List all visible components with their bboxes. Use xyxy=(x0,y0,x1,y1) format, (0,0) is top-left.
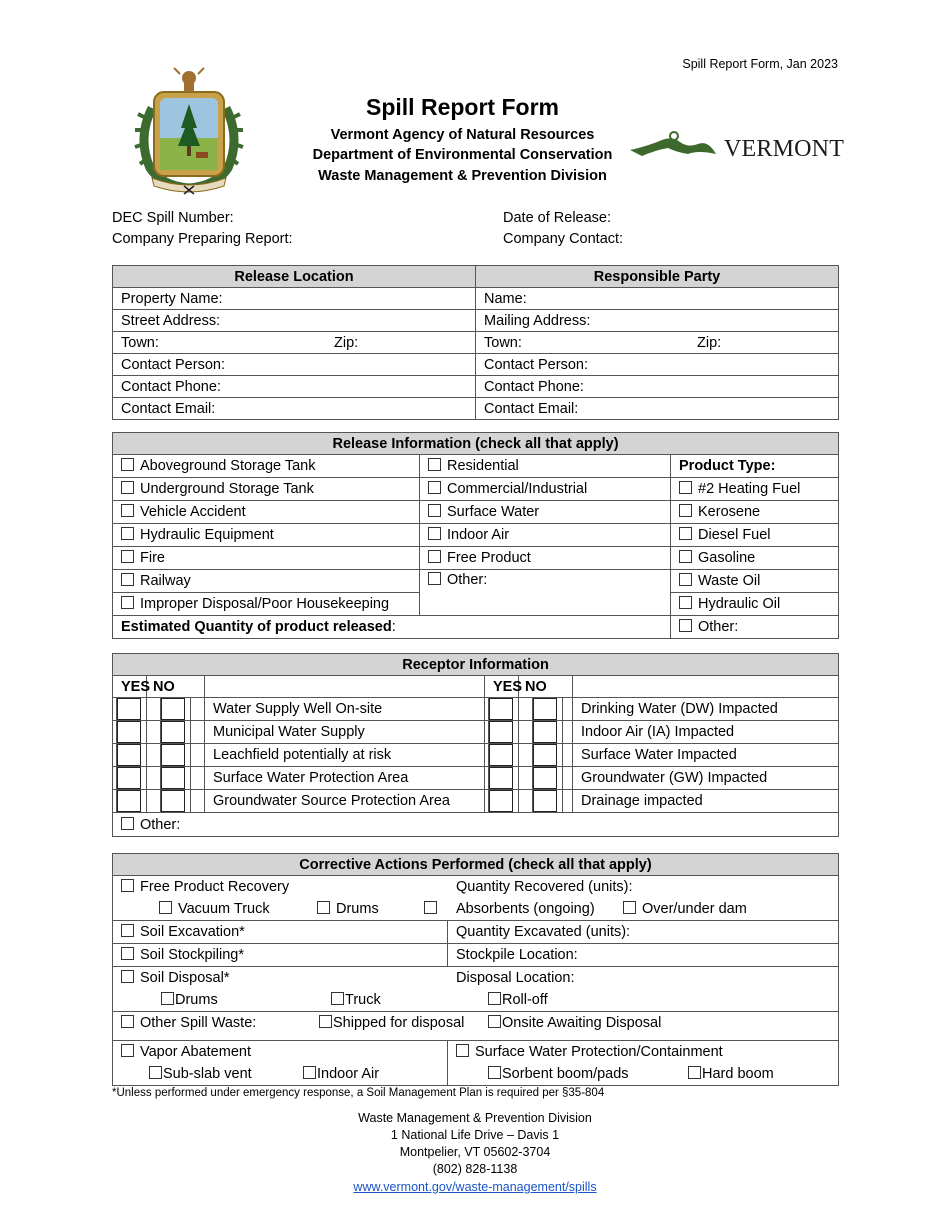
checkbox-icon[interactable] xyxy=(428,527,441,540)
option-label: Free Product Recovery xyxy=(140,879,290,895)
party-contact-person-field[interactable]: Contact Person: xyxy=(476,354,839,376)
source-option[interactable] xyxy=(113,501,420,524)
location-party-table xyxy=(112,265,839,420)
option-label: Onsite Awaiting Disposal xyxy=(502,1015,662,1031)
location-town-zip-field[interactable] xyxy=(113,332,476,354)
receptor-item: Surface Water Protection Area xyxy=(205,767,485,790)
option-label: Vapor Abatement xyxy=(140,1044,251,1060)
option-label: Surface Water Protection/Containment xyxy=(475,1044,723,1060)
option-label: Residential xyxy=(447,458,519,474)
yes-header: YES xyxy=(485,676,519,698)
product-option-other[interactable] xyxy=(671,616,839,639)
location-contact-person-field[interactable]: Contact Person: xyxy=(113,354,476,376)
location-option[interactable] xyxy=(420,501,671,524)
checkbox-icon[interactable] xyxy=(428,481,441,494)
quantity-excavated-field[interactable]: Quantity Excavated (units): xyxy=(448,921,839,944)
option-label: Improper Disposal/Poor Housekeeping xyxy=(140,596,390,612)
no-checkbox[interactable] xyxy=(161,698,185,720)
no-checkbox[interactable] xyxy=(533,744,557,766)
absorbents-label: Absorbents (ongoing) xyxy=(456,901,595,917)
product-option[interactable] xyxy=(671,570,839,593)
product-option[interactable] xyxy=(671,501,839,524)
other-spill-waste-row xyxy=(113,1012,839,1041)
footer-phone: (802) 828-1138 xyxy=(432,1162,518,1176)
no-checkbox[interactable] xyxy=(533,698,557,720)
yes-checkbox[interactable] xyxy=(489,698,513,720)
option-label: Drums xyxy=(175,992,218,1008)
location-option-other[interactable] xyxy=(420,570,671,616)
checkbox-icon[interactable] xyxy=(679,481,692,494)
checkbox-icon[interactable] xyxy=(121,596,134,609)
no-checkbox[interactable] xyxy=(533,790,557,812)
yes-checkbox[interactable] xyxy=(489,767,513,789)
product-type-label: Product Type: xyxy=(671,455,839,478)
receptor-item: Municipal Water Supply xyxy=(205,721,485,744)
checkbox-icon[interactable] xyxy=(159,901,172,914)
receptor-item: Indoor Air (IA) Impacted xyxy=(573,721,839,744)
footer-url-link[interactable]: www.vermont.gov/waste-management/spills xyxy=(353,1180,597,1194)
estimated-quantity-label: Estimated Quantity of product released xyxy=(121,619,392,635)
receptor-table xyxy=(112,653,839,837)
checkbox-icon[interactable] xyxy=(319,1015,332,1028)
option-label: Kerosene xyxy=(698,504,761,520)
release-location-heading: Release Location xyxy=(113,266,476,288)
option-label: Other: xyxy=(447,572,488,588)
no-checkbox[interactable] xyxy=(161,744,185,766)
option-label: Sorbent boom/pads xyxy=(502,1066,629,1082)
checkbox-icon[interactable] xyxy=(121,573,134,586)
checkbox-icon[interactable] xyxy=(679,619,692,632)
location-option[interactable] xyxy=(420,455,671,478)
blank-header xyxy=(205,676,485,698)
option-label: Fire xyxy=(140,550,165,566)
yes-checkbox[interactable] xyxy=(117,767,141,789)
option-label: #2 Heating Fuel xyxy=(698,481,801,497)
option-label: Other: xyxy=(698,619,739,635)
option-label: Roll-off xyxy=(502,992,548,1008)
no-checkbox[interactable] xyxy=(533,721,557,743)
option-label: Sub-slab vent xyxy=(163,1066,252,1082)
checkbox-icon[interactable] xyxy=(456,1044,469,1057)
option-label: Hydraulic Oil xyxy=(698,596,781,612)
checkbox-icon[interactable] xyxy=(121,1015,134,1028)
spill-number-label[interactable]: DEC Spill Number: xyxy=(112,210,234,226)
form-id: Spill Report Form, Jan 2023 xyxy=(682,57,838,71)
mailing-address-field[interactable]: Mailing Address: xyxy=(476,310,839,332)
location-contact-email-field[interactable]: Contact Email: xyxy=(113,398,476,420)
estimated-quantity-field[interactable] xyxy=(113,616,671,639)
receptor-item: Leachfield potentially at risk xyxy=(205,744,485,767)
checkbox-icon[interactable] xyxy=(679,573,692,586)
release-info-table xyxy=(112,432,839,639)
product-option[interactable] xyxy=(671,478,839,501)
blank-header xyxy=(573,676,839,698)
company-contact-label[interactable]: Company Contact: xyxy=(503,231,624,247)
no-checkbox[interactable] xyxy=(161,790,185,812)
option-label: Over/under dam xyxy=(642,901,747,917)
option-label: Hard boom xyxy=(702,1066,774,1082)
source-option[interactable] xyxy=(113,593,420,616)
checkbox-icon[interactable] xyxy=(679,527,692,540)
source-option[interactable] xyxy=(113,478,420,501)
option-label: Soil Disposal* xyxy=(140,970,230,986)
option-label: Free Product xyxy=(447,550,531,566)
zip-label: Zip: xyxy=(334,334,359,351)
footer-street: 1 National Life Drive – Davis 1 xyxy=(390,1128,560,1142)
product-option[interactable] xyxy=(671,547,839,570)
option-label: Vacuum Truck xyxy=(178,901,270,917)
checkbox-icon[interactable] xyxy=(679,550,692,563)
town-label: Town: xyxy=(121,334,159,351)
checkbox-icon[interactable] xyxy=(679,504,692,517)
free-product-recovery-row xyxy=(113,876,839,921)
location-option[interactable] xyxy=(420,547,671,570)
checkbox-icon[interactable] xyxy=(488,992,501,1005)
receptor-item: Surface Water Impacted xyxy=(573,744,839,767)
no-header: NO xyxy=(519,676,573,698)
option-label: Hydraulic Equipment xyxy=(140,527,274,543)
yes-header: YES xyxy=(113,676,147,698)
checkbox-icon[interactable] xyxy=(161,992,174,1005)
party-contact-phone-field[interactable]: Contact Phone: xyxy=(476,376,839,398)
option-label: Gasoline xyxy=(698,550,756,566)
footer-url-wrap xyxy=(0,1180,950,1194)
option-label: Indoor Air xyxy=(447,527,510,543)
option-label: Truck xyxy=(345,992,381,1008)
option-label: Commercial/Industrial xyxy=(447,481,588,497)
checkbox-icon[interactable] xyxy=(121,527,134,540)
party-name-field[interactable]: Name: xyxy=(476,288,839,310)
receptor-item: Drinking Water (DW) Impacted xyxy=(573,698,839,721)
yes-checkbox[interactable] xyxy=(117,790,141,812)
checkbox-icon[interactable] xyxy=(121,504,134,517)
vermont-logo-text: VERMONT xyxy=(724,136,845,162)
option-label: Waste Oil xyxy=(698,573,761,589)
location-option[interactable] xyxy=(420,478,671,501)
option-label: Underground Storage Tank xyxy=(140,481,314,497)
checkbox-icon[interactable] xyxy=(317,901,330,914)
zip-label: Zip: xyxy=(697,334,722,351)
checkbox-icon[interactable] xyxy=(424,901,437,914)
checkbox-icon[interactable] xyxy=(121,947,134,960)
checkbox-icon[interactable] xyxy=(679,596,692,609)
location-option[interactable] xyxy=(420,524,671,547)
colon: : xyxy=(391,619,396,635)
option-label: Vehicle Accident xyxy=(140,504,246,520)
checkbox-icon[interactable] xyxy=(149,1066,162,1079)
street-address-field[interactable]: Street Address: xyxy=(113,310,476,332)
source-option[interactable] xyxy=(113,455,420,478)
checkbox-icon[interactable] xyxy=(623,901,636,914)
footer-city: Montpelier, VT 05602-3704 xyxy=(399,1145,551,1159)
division-name: Waste Management & Prevention Division xyxy=(318,168,607,184)
receptor-item: Groundwater (GW) Impacted xyxy=(573,767,839,790)
party-town-zip-field[interactable] xyxy=(476,332,839,354)
party-contact-email-field[interactable]: Contact Email: xyxy=(476,398,839,420)
no-checkbox[interactable] xyxy=(533,767,557,789)
property-name-field[interactable]: Property Name: xyxy=(113,288,476,310)
option-label: Soil Excavation* xyxy=(140,924,245,940)
checkbox-icon[interactable] xyxy=(331,992,344,1005)
footer-division: Waste Management & Prevention Division xyxy=(358,1111,592,1125)
option-label: Aboveground Storage Tank xyxy=(140,458,316,474)
checkbox-icon[interactable] xyxy=(121,970,134,983)
option-label: Indoor Air xyxy=(317,1066,380,1082)
vapor-abatement-cell xyxy=(113,1041,448,1086)
company-preparing-label[interactable]: Company Preparing Report: xyxy=(112,231,293,247)
checkbox-icon[interactable] xyxy=(121,817,134,830)
yes-checkbox[interactable] xyxy=(489,721,513,743)
option-label: Diesel Fuel xyxy=(698,527,771,543)
agency-name: Vermont Agency of Natural Resources xyxy=(330,127,595,143)
surface-water-protection-cell xyxy=(448,1041,839,1086)
soil-excavation-option[interactable] xyxy=(113,921,448,944)
option-label: Railway xyxy=(140,573,191,589)
source-option[interactable] xyxy=(113,547,420,570)
checkbox-icon[interactable] xyxy=(488,1015,501,1028)
checkbox-icon[interactable] xyxy=(428,572,441,585)
vermont-logo xyxy=(628,128,846,166)
checkbox-icon[interactable] xyxy=(121,458,134,471)
source-option[interactable] xyxy=(113,524,420,547)
receptor-heading: Receptor Information xyxy=(113,654,839,676)
checkbox-icon[interactable] xyxy=(121,924,134,937)
town-label: Town: xyxy=(484,334,522,351)
footnote: *Unless performed under emergency response, a Soil Management Plan is required per §35-804 xyxy=(112,1087,605,1099)
checkbox-icon[interactable] xyxy=(428,550,441,563)
checkbox-icon[interactable] xyxy=(488,1066,501,1079)
no-header: NO xyxy=(147,676,205,698)
checkbox-icon[interactable] xyxy=(121,481,134,494)
yes-checkbox[interactable] xyxy=(489,744,513,766)
no-checkbox[interactable] xyxy=(161,767,185,789)
product-option[interactable] xyxy=(671,593,839,616)
corrective-actions-table xyxy=(112,853,839,1086)
option-label: Surface Water xyxy=(447,504,540,520)
source-option[interactable] xyxy=(113,570,420,593)
checkbox-icon[interactable] xyxy=(121,879,134,892)
stockpile-location-field[interactable]: Stockpile Location: xyxy=(448,944,839,967)
receptor-item: Drainage impacted xyxy=(573,790,839,813)
checkbox-icon[interactable] xyxy=(428,504,441,517)
soil-disposal-row xyxy=(113,967,839,1012)
quantity-recovered-label[interactable]: Quantity Recovered (units): xyxy=(456,879,633,895)
option-label: Other: xyxy=(140,816,181,833)
checkbox-icon[interactable] xyxy=(121,550,134,563)
release-info-heading: Release Information (check all that apply) xyxy=(113,433,839,455)
checkbox-icon[interactable] xyxy=(688,1066,701,1079)
date-of-release-label[interactable]: Date of Release: xyxy=(503,210,612,226)
responsible-party-heading: Responsible Party xyxy=(476,266,839,288)
receptor-item: Groundwater Source Protection Area xyxy=(205,790,485,813)
location-contact-phone-field[interactable]: Contact Phone: xyxy=(113,376,476,398)
corrective-heading: Corrective Actions Performed (check all that apply) xyxy=(113,854,839,876)
yes-checkbox[interactable] xyxy=(489,790,513,812)
product-option[interactable] xyxy=(671,524,839,547)
checkbox-icon[interactable] xyxy=(428,458,441,471)
department-name: Department of Environmental Conservation xyxy=(312,147,613,163)
soil-stockpiling-option[interactable] xyxy=(113,944,448,967)
option-label: Drums xyxy=(336,901,379,917)
option-label: Shipped for disposal xyxy=(333,1015,465,1031)
disposal-location-label[interactable]: Disposal Location: xyxy=(456,970,575,986)
checkbox-icon[interactable] xyxy=(303,1066,316,1079)
no-checkbox[interactable] xyxy=(161,721,185,743)
mountain-logo-icon xyxy=(628,128,724,166)
receptor-other-field[interactable] xyxy=(113,813,839,837)
receptor-item: Water Supply Well On-site xyxy=(205,698,485,721)
yes-checkbox[interactable] xyxy=(117,698,141,720)
option-label: Soil Stockpiling* xyxy=(140,947,244,963)
option-label: Other Spill Waste: xyxy=(140,1015,257,1031)
page-title: Spill Report Form xyxy=(366,94,559,120)
yes-checkbox[interactable] xyxy=(117,721,141,743)
checkbox-icon[interactable] xyxy=(121,1044,134,1057)
yes-checkbox[interactable] xyxy=(117,744,141,766)
